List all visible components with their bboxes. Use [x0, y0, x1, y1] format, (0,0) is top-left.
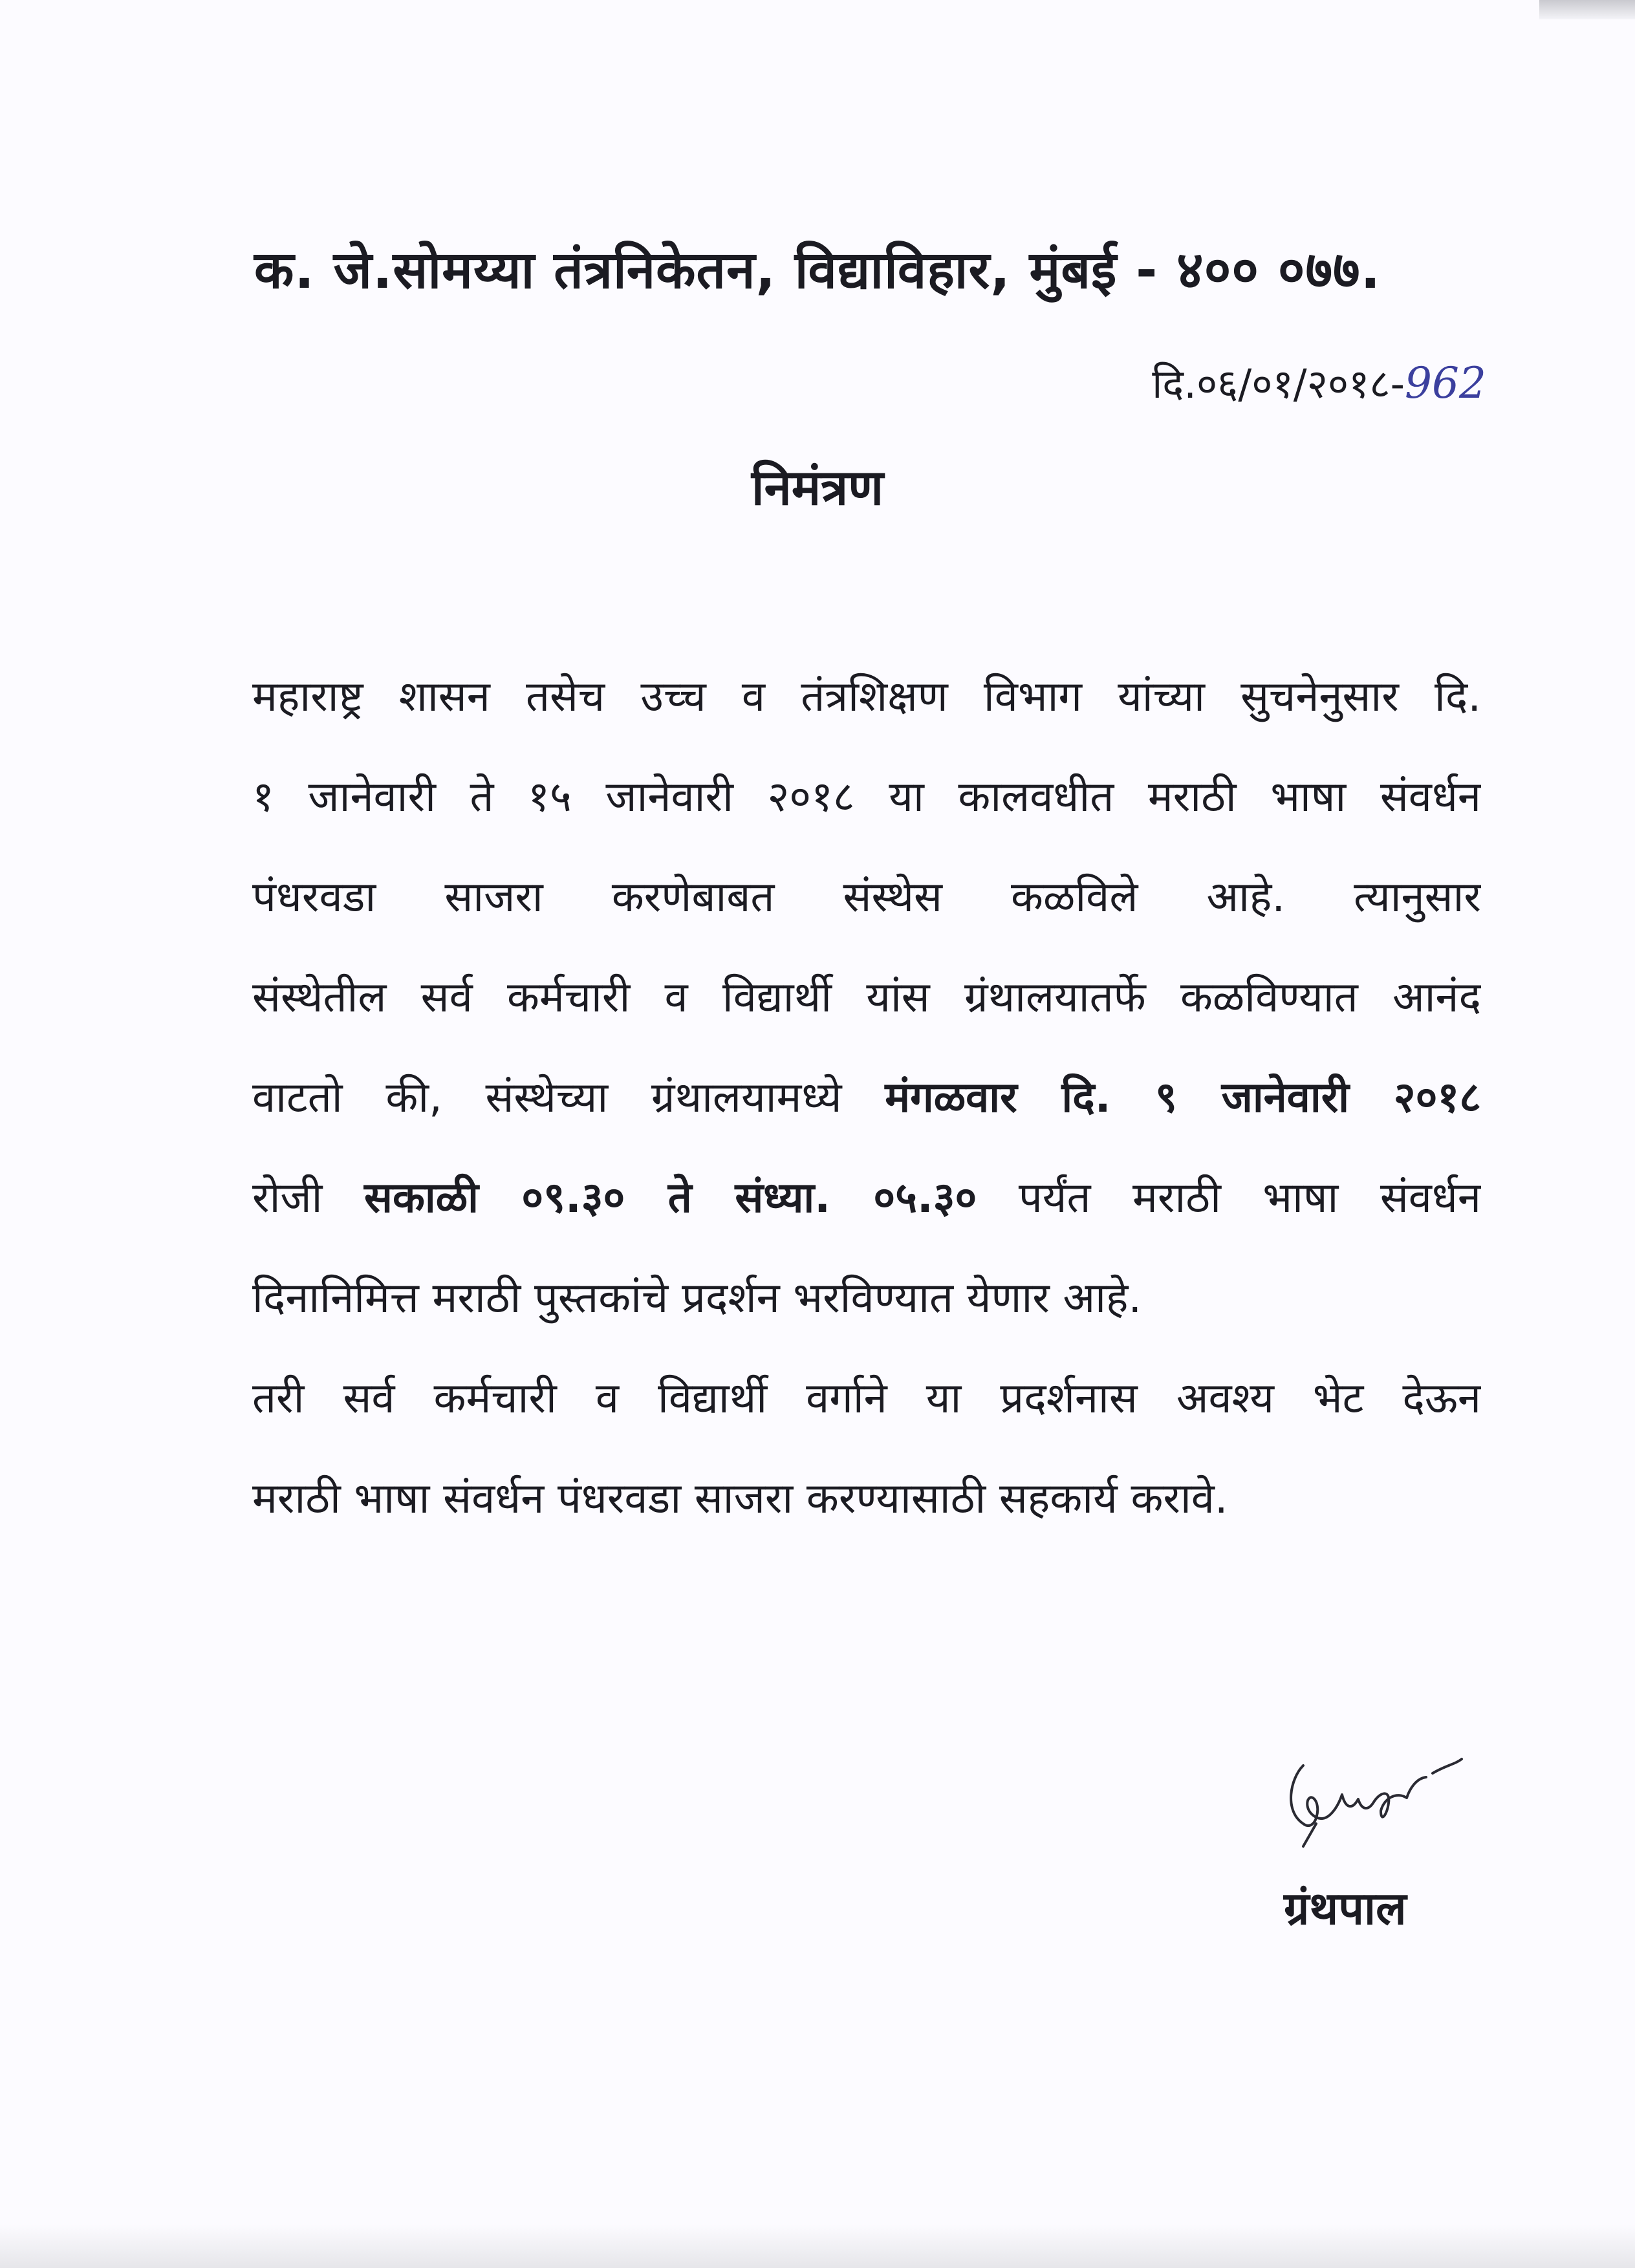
body-line: दिनानिमित्त मराठी पुस्तकांचे प्रदर्शन भरविण्यात येणार आहे. — [252, 1274, 1142, 1323]
date-line — [1152, 356, 1486, 410]
body-line — [252, 1148, 1481, 1248]
body-line: मराठी भाषा संवर्धन पंधरवडा साजरा करण्यासाठी सहकार्य करावे. — [252, 1474, 1228, 1523]
body-line: तरी सर्व कर्मचारी व विद्यार्थी वर्गाने या प्रदर्शनास अवश्य भेट देऊन — [252, 1374, 1481, 1423]
signatory-title: ग्रंथपाल — [1284, 1882, 1407, 1935]
body-text-span: रोजी — [252, 1174, 323, 1222]
scan-edge-top — [1539, 0, 1635, 19]
body-line: महाराष्ट्र शासन तसेच उच्च व तंत्रशिक्षण विभाग यांच्या सुचनेनुसार दि. — [252, 673, 1481, 721]
body-line: पंधरवडा साजरा करणेबाबत संस्थेस कळविले आहे. त्यानुसार — [252, 873, 1481, 922]
handwritten-signature — [1277, 1727, 1471, 1856]
date-handwritten-number: 962 — [1405, 358, 1486, 408]
date-printed: दि.०६/०१/२०१८- — [1152, 360, 1405, 407]
event-date: मंगळवार दि. ९ जानेवारी २०१८ — [885, 1074, 1481, 1122]
body-line — [252, 1048, 1481, 1148]
body-text-span: पर्यंत मराठी भाषा संवर्धन — [1018, 1174, 1481, 1222]
body-line: संस्थेतील सर्व कर्मचारी व विद्यार्थी यांस ग्रंथालयातर्फे कळविण्यात आनंद — [252, 973, 1481, 1022]
body-line: १ जानेवारी ते १५ जानेवारी २०१८ या कालवधीत मराठी भाषा संवर्धन — [252, 773, 1481, 821]
body-text — [252, 647, 1481, 1549]
body-text-span: वाटतो की, संस्थेच्या ग्रंथालयामध्ये — [252, 1074, 842, 1122]
scan-edge-bottom — [0, 2225, 1635, 2268]
event-time: सकाळी ०९.३० ते संध्या. ०५.३० — [364, 1174, 977, 1222]
institution-header: क. जे.सोमय्या तंत्रनिकेतन, विद्याविहार, मुंबई - ४०० ०७७. — [254, 240, 1381, 300]
page-title: निमंत्रण — [751, 459, 884, 516]
